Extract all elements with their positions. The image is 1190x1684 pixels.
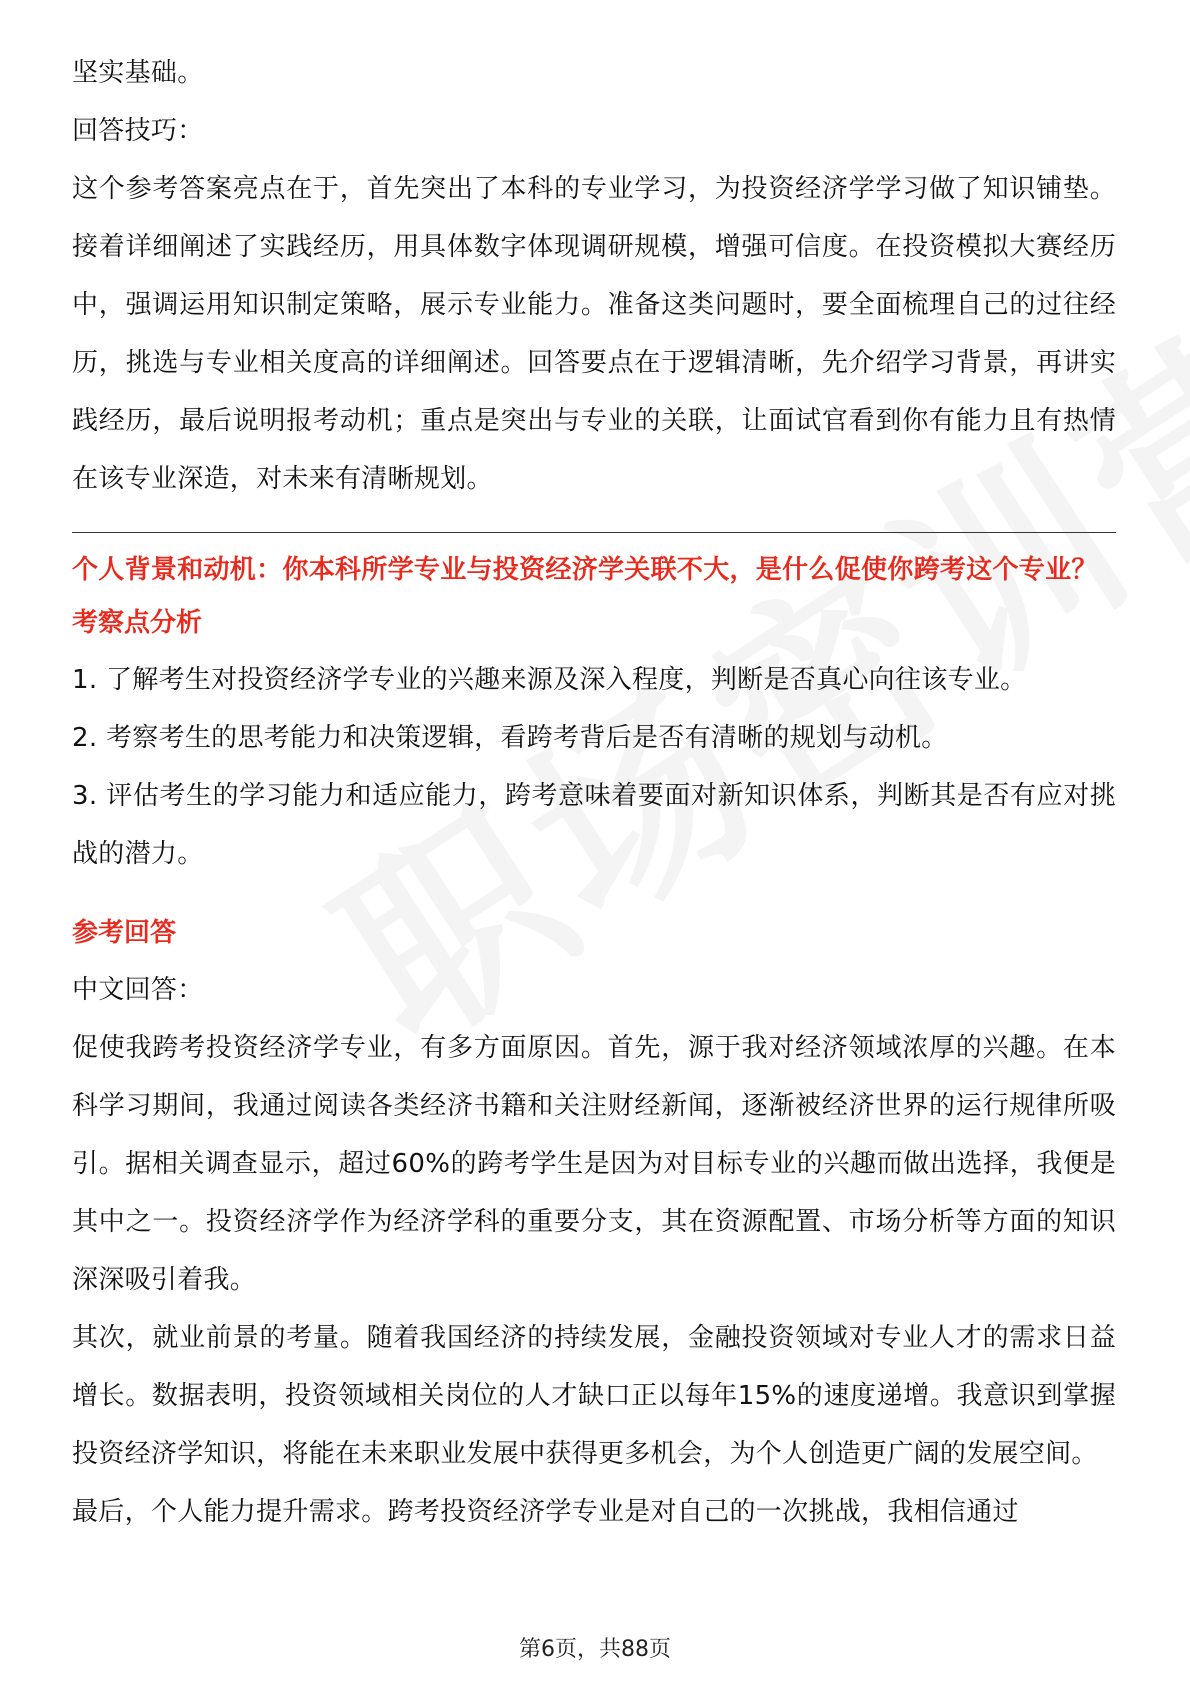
paragraph: 其次，就业前景的考量。随着我国经济的持续发展，金融投资领域对专业人才的需求日益增长。数据表明，投资领域相关岗位的人才缺口正以每年15%的速度递增。我意识到掌握投资经济学知识，将能在未来职业发展中获得更多机会，为个人创造更广阔的发展空间。	[72, 1323, 1116, 1469]
analysis-item: 1. 了解考生对投资经济学专业的兴趣来源及深入程度，判断是否真心向往该专业。	[72, 665, 1027, 695]
analysis-heading: 考察点分析	[72, 608, 203, 638]
paragraph: 促使我跨考投资经济学专业，有多方面原因。首先，源于我对经济领域浓厚的兴趣。在本科学习期间，我通过阅读各类经济书籍和关注财经新闻，逐渐被经济世界的运行规律所吸引。据相关调查显示，超过60%的跨考学生是因为对目标专业的兴趣而做出选择，我便是其中之一。投资经济学作为经济学科的重要分支，其在资源配置、市场分析等方面的知识深深吸引着我。	[72, 1033, 1116, 1295]
paragraph: 中文回答：	[72, 975, 204, 1005]
paragraph: 回答技巧：	[72, 116, 204, 146]
paragraph: 最后，个人能力提升需求。跨考投资经济学专业是对自己的一次挑战，我相信通过	[72, 1497, 1019, 1527]
page-content	[72, 44, 1116, 1541]
paragraph: 坚实基础。	[72, 58, 204, 88]
question-heading: 个人背景和动机：你本科所学专业与投资经济学关联不大，是什么促使你跨考这个专业？	[72, 555, 1098, 585]
analysis-item: 2. 考察考生的思考能力和决策逻辑，看跨考背后是否有清晰的规划与动机。	[72, 723, 948, 753]
reference-heading: 参考回答	[72, 918, 177, 948]
section-divider	[72, 532, 1116, 533]
page-number: 第6页，共88页	[519, 1637, 671, 1662]
analysis-item: 3. 评估考生的学习能力和适应能力，跨考意味着要面对新知识体系，判断其是否有应对挑战的潜力。	[72, 781, 1116, 869]
paragraph: 这个参考答案亮点在于，首先突出了本科的专业学习，为投资经济学学习做了知识铺垫。接着详细阐述了实践经历，用具体数字体现调研规模，增强可信度。在投资模拟大赛经历中，强调运用知识制定策略，展示专业能力。准备这类问题时，要全面梳理自己的过往经历，挑选与专业相关度高的详细阐述。回答要点在于逻辑清晰，先介绍学习背景，再讲实践经历，最后说明报考动机；重点是突出与专业的关联，让面试官看到你有能力且有热情在该专业深造，对未来有清晰规划。	[72, 174, 1116, 494]
